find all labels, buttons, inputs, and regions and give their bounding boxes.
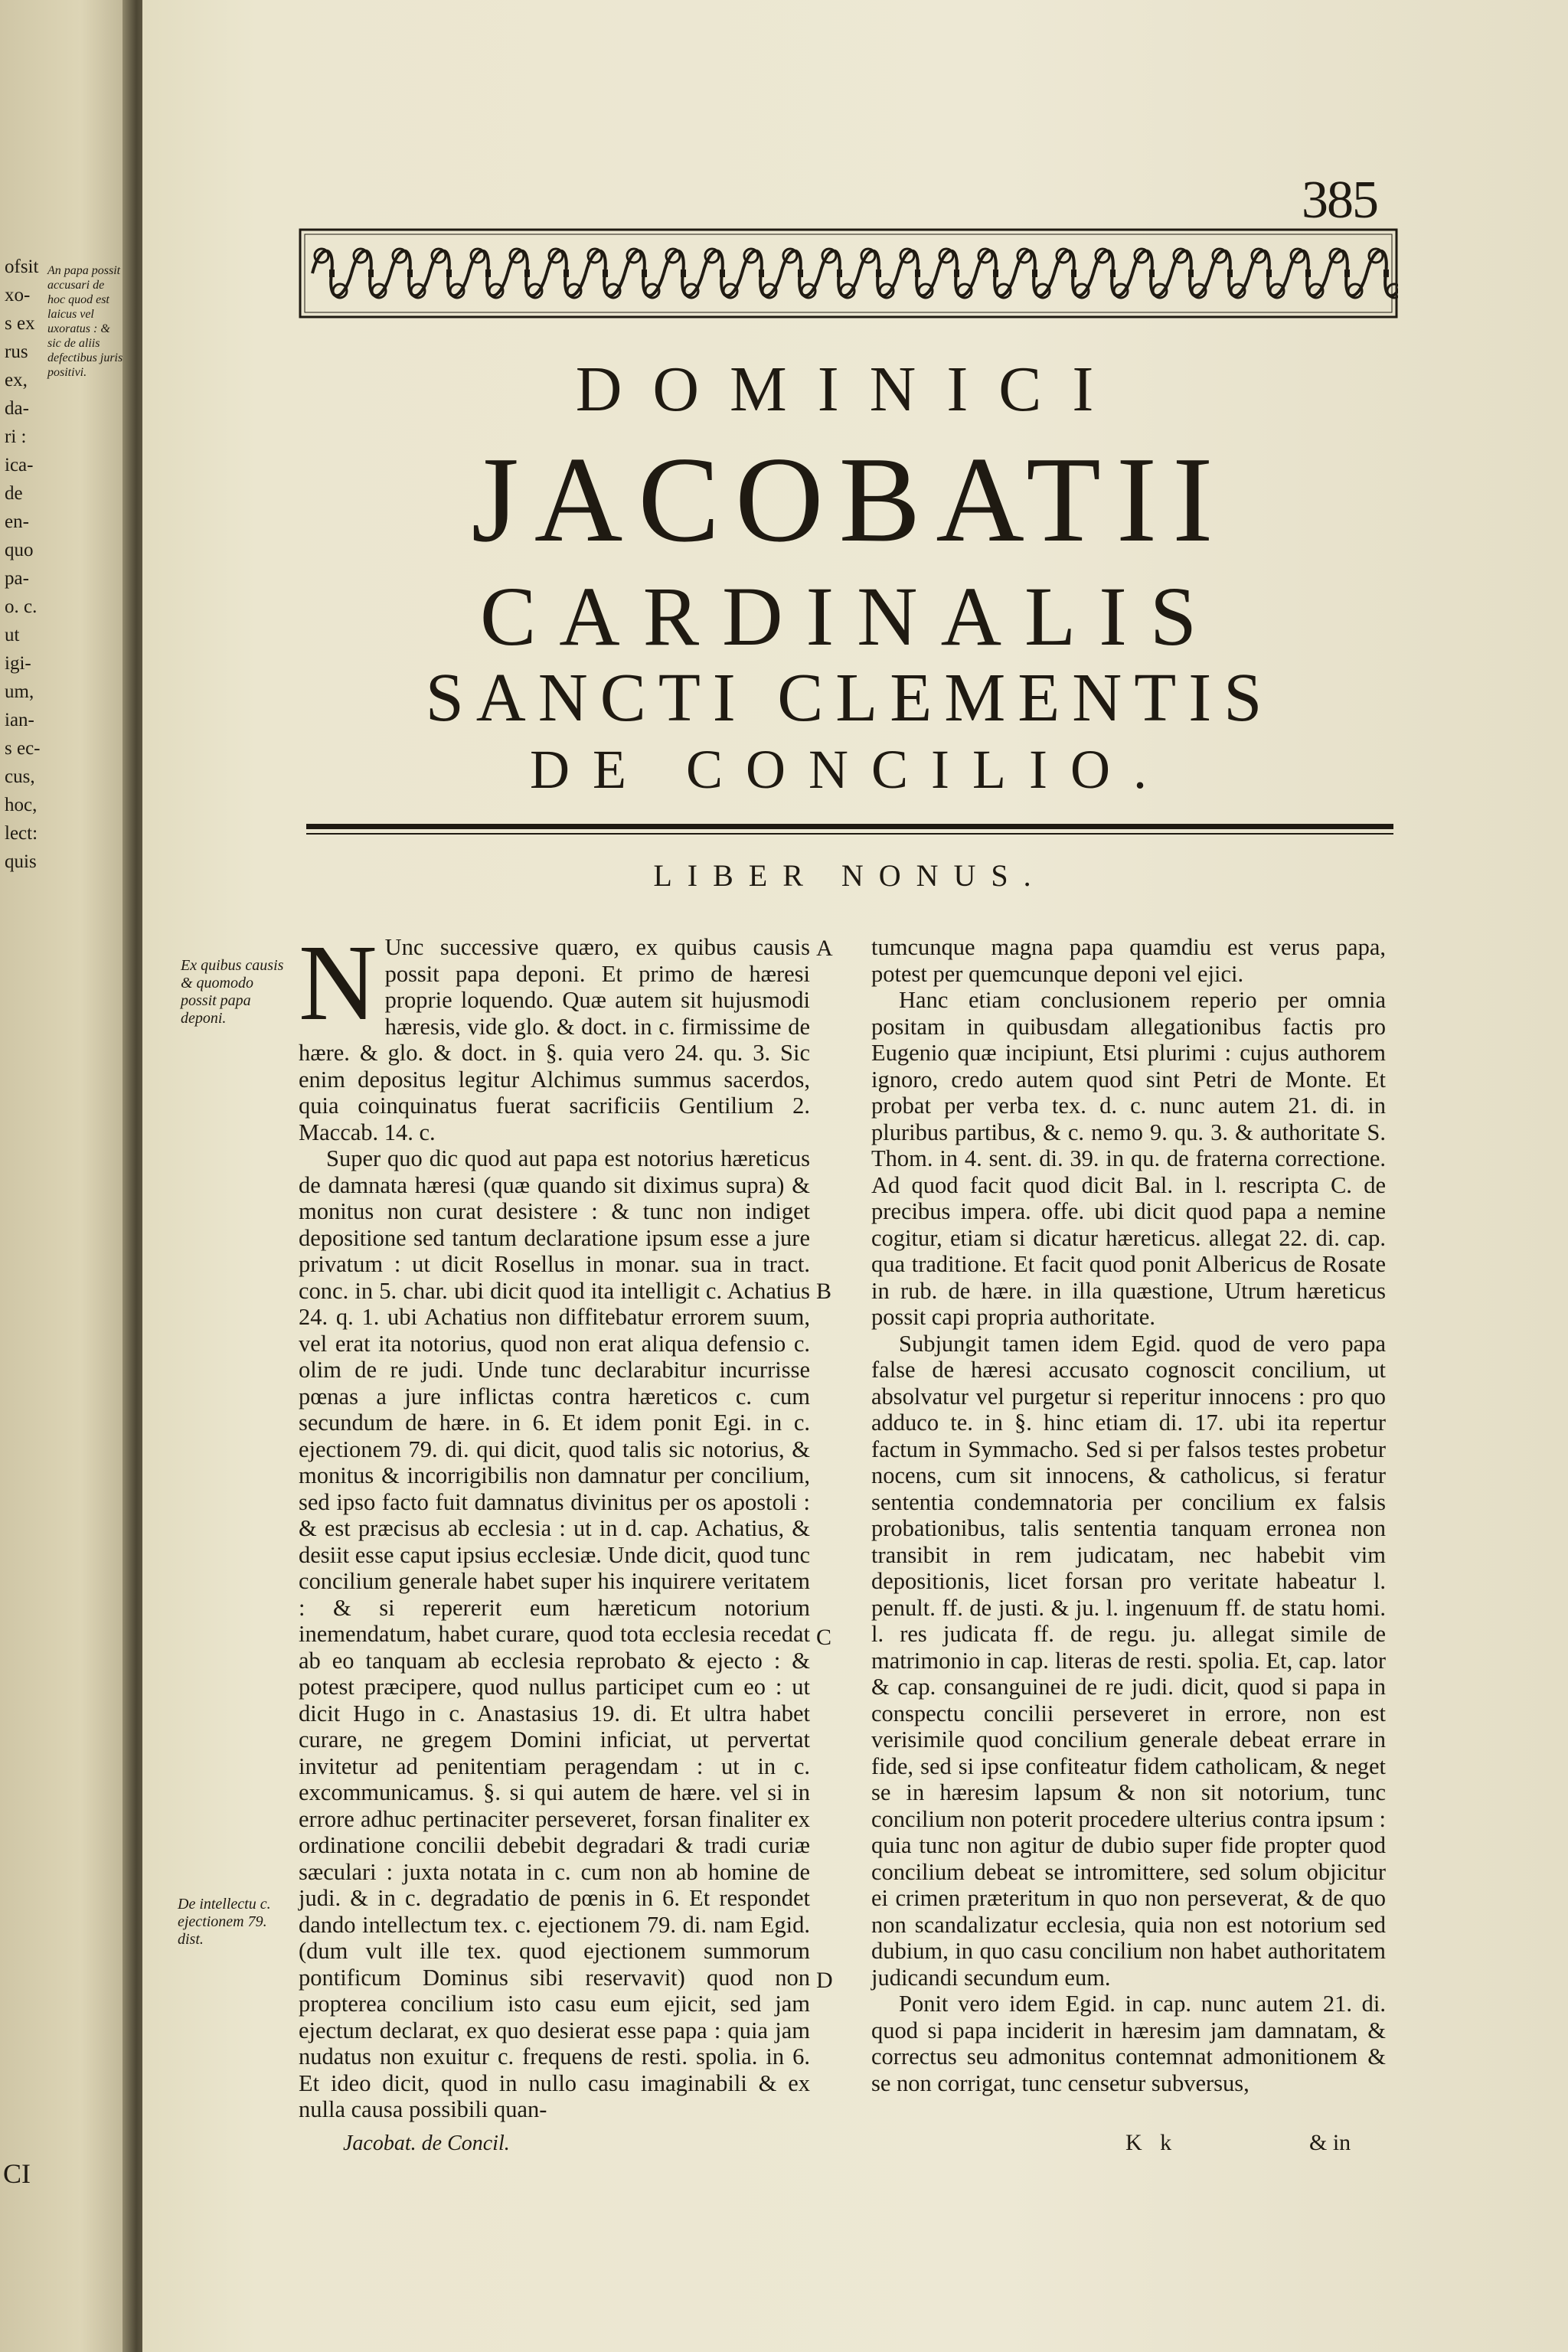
title-line-cardinalis: CARDINALIS: [479, 570, 1220, 663]
margin-letter-a: A: [816, 936, 833, 961]
edge-line: quis: [5, 851, 37, 872]
edge-line: hoc,: [5, 795, 38, 815]
left-page-margin-note: An papa possit accusari de hoc quod est laicus vel uxoratus : & sic de aliis defectibus juris positivi.: [47, 264, 123, 379]
margin-letter-b: B: [816, 1279, 832, 1304]
page-number: 385: [1302, 171, 1377, 230]
running-title: Jacobat. de Concil.: [343, 2132, 510, 2155]
left-page-text-edge: [5, 253, 51, 876]
drop-cap: N: [299, 922, 377, 1043]
edge-line: de: [5, 483, 23, 504]
catchword: & in: [1309, 2130, 1351, 2155]
edge-line: cus,: [5, 766, 35, 787]
ornament-band: [299, 228, 1398, 318]
paragraph: Ponit vero idem Egid. in cap. nunc autem 21. di. quod si papa inciderit in hæresim jam damnatam, & correctus seu admonitus contemnat admonitionem & se non corrigat, tunc censetur subversus,: [871, 1991, 1386, 2096]
title-rule-thin: [306, 833, 1393, 835]
edge-line: en-: [5, 511, 29, 532]
paragraph-text: Unc successive quæro, ex quibus causis possit papa deponi. Et primo de hæresi proprie loquendo. Quæ autem sit hujusmodi hæresis, vide glo. & doct. in c. firmissime de hære. & glo. & doct. in §. quia vero 24. qu. 3. Sic enim depositus legitur Alchimus summus sacerdos, quia coinquinatus fuerat sacrificiis Gentilium 2. Maccab. 14. c.: [299, 934, 810, 1145]
edge-line: lect:: [5, 823, 38, 844]
edge-line: um,: [5, 681, 34, 702]
edge-line: xo-: [5, 285, 31, 305]
side-note-ejectionem: De intellectu c. ejectionem 79. dist.: [178, 1896, 271, 1948]
edge-line: rus: [5, 341, 28, 362]
margin-letter-c: C: [816, 1625, 832, 1650]
edge-line: ica-: [5, 455, 34, 475]
margin-letter-d: D: [816, 1968, 833, 1993]
edge-line: ri :: [5, 426, 27, 447]
edge-line: ian-: [5, 710, 34, 730]
edge-line: igi-: [5, 653, 31, 674]
right-column: [871, 934, 1386, 2096]
title-line-sancti-clementis: SANCTI CLEMENTIS: [425, 660, 1275, 736]
side-note-deposition: Ex quibus causis & quomodo possit papa deponi.: [181, 957, 284, 1027]
paragraph: Hanc etiam conclusionem reperio per omnia positam in quibusdam allegationibus factis pro Eugenio quæ incipiunt, Etsi plurimi : cujus authorem ignoro, credo autem quod sint Petri de Monte. Et probat per verba tex. d. c. nunc autem 21. di. in pluribus partibus, & c. nemo 9. qu. 3. & authoritate S. Thom. in 4. sent. di. 39. in qu. de fraterna correctione. Ad quod facit quod dicit Bal. in l. rescripta C. de precibus impera. offe. ubi dicit quod papa a nemine cogitur, etiam si dicatur hæreticus. allegat 22. di. cap. qua traditione. Et facit quod ponit Albericus de Rosate in rub. de hære. in illa quæstione, Utrum hæreticus possit capi propria authoritate.: [871, 987, 1386, 1330]
paragraph: Super quo dic quod aut papa est notorius hæreticus de damnata hæresi (quæ quando sit diximus supra) & monitus non curat desistere : & tunc non indiget depositione sed tantum declaratione ipsum esse a jure privatum : ut dicit Rosellus in monar. sua in tract. conc. in 5. char. ubi dicit quod ita intelligit c. Achatius 24. q. 1. ubi Achatius non diffitebatur errorem suum, vel erat ita notorius, quod non erat aliqua defensio c. olim de re judi. Unde tunc declarabitur incurrisse pœnas a jure inflictas contra hæreticos c. cum secundum de hære. in 6. Et idem ponit Egi. in c. ejectionem 79. di. qui dicit, quod talis sic notorius, & monitus & incorrigibilis non damnatur per concilium, sed ipso facto fuit damnatus divinitus per os apostoli : & est præcisus ab ecclesia : ut in d. cap. Achatius, & desiit esse caput ipsius ecclesiæ. Unde dicit, quod tunc concilium generale habet super his inquirere veritatem : & si repererit eum hæreticum notorium inemendatum, habet curare, quod tota ecclesia recedat ab eo tanquam ab ecclesia reprobato & ejecto : & potest præcipere, quod nullus participet cum eo : ut dicit Hugo in c. Anastasius 19. di. Et ultra habet curare, ne gregem Domini inficiat, ut pervertat invitetur ad penitentiam peragendam : ut in c. excommunicamus. §. si qui autem de hære. vel si in errore adhuc pertinaciter perseveret, forsan finaliter ex ordinatione concilii debebit degradari & tradi curiæ sæculari : juxta notata in c. cum non ab homine de judi. & in c. degradatio de pœnis in 6. Et respondet dando intellectum tex. c. ejectionem 79. di. nam Egid. (dum vult ille tex. quod ejectionem summorum pontificum Dominus sibi reservavit) quod non propterea concilium isto casu eum ejicit, sed jam ejectum declarat, ex quo desierat esse papa : quia jam nudatus non exuitur c. frequens de resti. spolia. in 6. Et ideo dicit, quod in nullo casu imaginabili & ex nulla causa possibili quan-: [299, 1145, 810, 2122]
edge-line: ofsit: [5, 256, 39, 277]
edge-line: ex,: [5, 370, 28, 390]
title-line-dominici: DOMINICI: [575, 354, 1125, 425]
edge-line: ut: [5, 625, 20, 645]
title-rule-thick: [306, 824, 1393, 829]
edge-line: s ec-: [5, 738, 41, 759]
signature-mark: K k: [1125, 2130, 1178, 2155]
title-line-de-concilio: DE CONCILIO.: [530, 739, 1170, 800]
edge-line: s ex: [5, 313, 35, 334]
edge-line: quo: [5, 540, 34, 560]
paragraph: tumcunque magna papa quamdiu est verus papa, potest per quemcunque deponi vel ejici.: [871, 934, 1386, 987]
book-heading: LIBER NONUS.: [653, 858, 1047, 893]
edge-line: pa-: [5, 568, 29, 589]
left-page-bottom-mark: CI: [3, 2158, 31, 2189]
paragraph: Subjungit tamen idem Egid. quod de vero papa false de hæresi accusato cognoscit concilium, ut absolvatur vel purgetur si reperitur innocens : pro quo adduco te. in §. hinc etiam di. 17. ubi ita repertur factum in Symmacho. Sed si per falsos testes probetur nocens, cum sit innocens, & catholicus, si feratur sententia condemnatoria per concilium ex falsis probationibus, talis sententia tanquam erronea non transibit in rem judicatam, nec habebit vim depositionis, licet forsan pro veritate habeatur l. penult. ff. de justi. & ju. l. ingenuum ff. de statu homi. l. res judicata ff. de regu. ju. allegat simile de matrimonio in cap. literas de resti. spolia. Et, cap. lator & cap. consanguinei de re judi. dicit, quod si papa in conspectu concilii perseveret in errore, non est verisimile quod concilium generale debeat errare in fide, sed si ipse confiteatur fidem catholicam, & neget se in hæresim lapsum & non sit notorium, tunc concilium non poterit procedere ulterius contra ipsum : quia tunc non agitur de dubio super fide propter quod concilium debeat se intromittere, sed solum objicitur ei crimen præteritum in quo non perseverat, & de quo non scandalizatur ecclesia, quia non est notorium sed dubium, in quo casu concilium non habet authoritatem judicandi secundum eum.: [871, 1330, 1386, 1991]
paragraph: [299, 922, 810, 1145]
edge-line: da-: [5, 398, 29, 419]
left-column: [299, 922, 810, 2123]
edge-line: o. c.: [5, 596, 38, 617]
left-page-edge: [0, 0, 135, 2352]
title-line-jacobatii: JACOBATII: [471, 431, 1229, 567]
